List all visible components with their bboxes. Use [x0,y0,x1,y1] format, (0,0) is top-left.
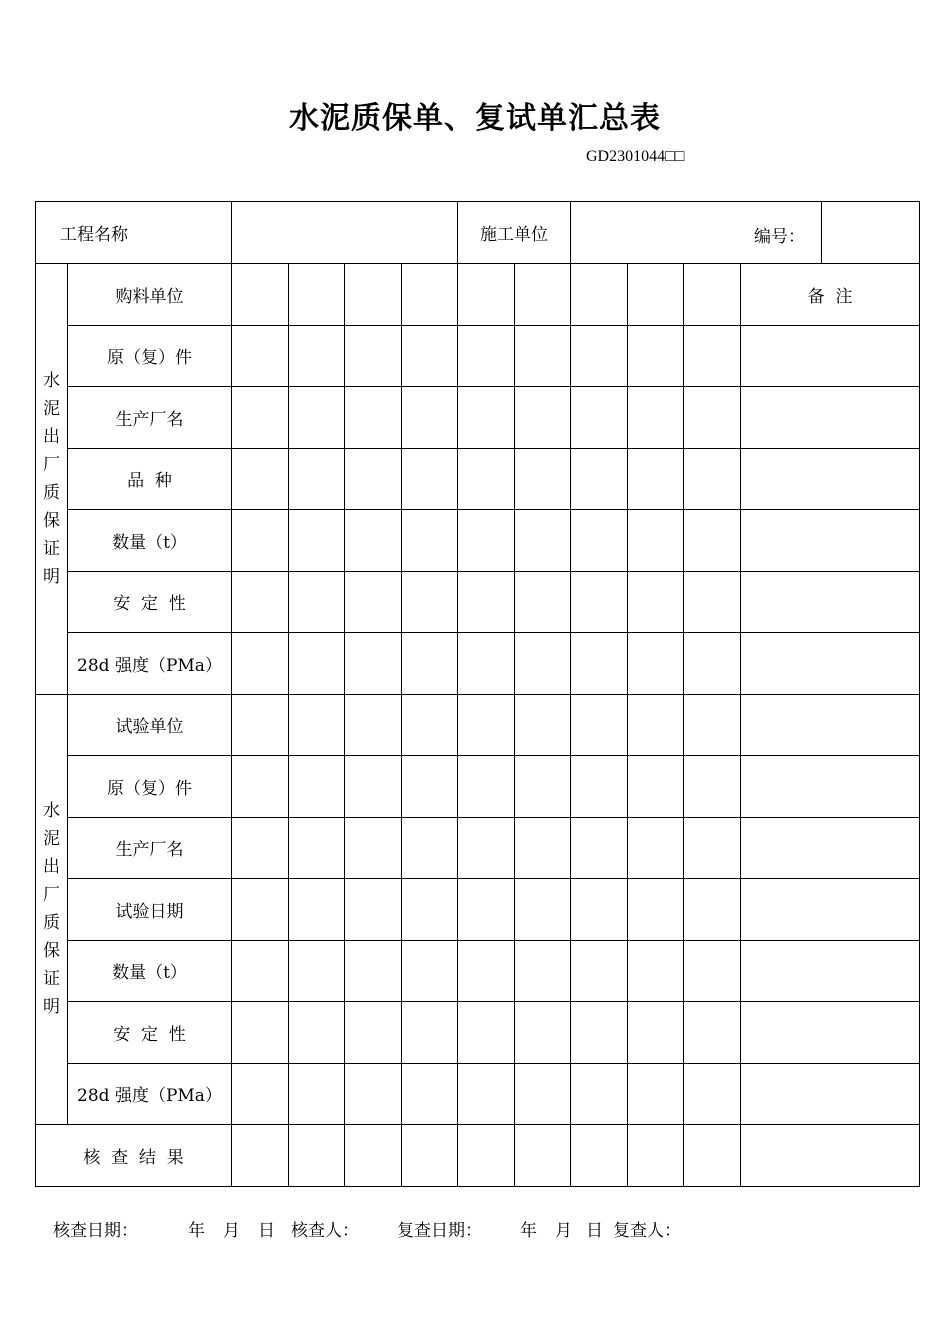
section1-value-cell[interactable] [628,325,684,387]
section1-value-cell[interactable] [628,387,684,449]
section2-value-cell[interactable] [571,940,628,1002]
section1-value-cell[interactable] [232,387,289,449]
remark-cell[interactable] [741,510,920,572]
section1-row [36,387,920,449]
section2-value-cell[interactable] [515,1063,571,1125]
data-grid [35,263,920,1187]
section1-value-cell[interactable] [684,448,741,510]
section1-value-cell[interactable] [402,448,458,510]
remark-cell[interactable] [741,940,920,1002]
section2-side-label [36,694,68,1125]
section2-value-cell[interactable] [289,879,345,941]
recheck-year-label: 年 [520,1221,537,1241]
remark-header: 备 注 [741,264,920,326]
section2-value-cell[interactable] [289,817,345,879]
recheck-month-label: 月 [555,1221,572,1241]
section2-value-cell[interactable] [571,756,628,818]
summary-table [35,201,920,264]
section1-value-cell[interactable] [402,510,458,572]
section2-value-cell[interactable] [232,1002,289,1064]
section2-value-cell[interactable] [684,940,741,1002]
section2-value-cell[interactable] [232,817,289,879]
section1-value-cell[interactable] [289,571,345,633]
result-value-cell[interactable] [571,1125,628,1187]
section1-row [36,325,920,387]
section1-value-cell[interactable] [345,510,402,572]
section1-value-cell[interactable] [289,510,345,572]
section1-row [36,633,920,695]
section2-value-cell[interactable] [289,940,345,1002]
section1-value-cell[interactable] [458,510,515,572]
section2-value-cell[interactable] [232,1063,289,1125]
section2-value-cell[interactable] [289,694,345,756]
section2-row-label: 试验日期 [68,879,232,941]
section2-value-cell[interactable] [402,940,458,1002]
checker-label: 核查人： [291,1221,359,1241]
footer-signatures [53,1216,681,1241]
section2-value-cell[interactable] [515,694,571,756]
section1-row-label: 品 种 [68,448,232,510]
section2-row-label: 28d 强度（PMa） [68,1063,232,1125]
remark-cell[interactable] [741,448,920,510]
result-value-cell[interactable] [684,1125,741,1187]
section1-value-cell[interactable] [458,387,515,449]
section1-value-cell[interactable] [345,448,402,510]
remark-cell[interactable] [741,1063,920,1125]
section1-value-cell[interactable] [571,448,628,510]
section2-value-cell[interactable] [289,756,345,818]
remark-cell[interactable] [741,633,920,695]
check-day-label: 日 [258,1221,275,1241]
section1-value-cell[interactable] [232,510,289,572]
section1-value-cell[interactable] [345,571,402,633]
section1-value-cell[interactable] [345,633,402,695]
remark-cell[interactable] [741,325,920,387]
section1-row [36,448,920,510]
section2-side-label-text: 水 泥 出 厂 质 保 证 明 [43,801,60,1018]
check-year-label: 年 [188,1221,205,1241]
section2-value-cell[interactable] [684,1002,741,1064]
section2-value-cell[interactable] [515,940,571,1002]
section1-value-cell[interactable] [684,264,741,326]
section2-value-cell[interactable] [345,1063,402,1125]
section1-value-cell[interactable] [402,387,458,449]
number-field-cell[interactable] [754,202,920,264]
section1-value-cell[interactable] [232,633,289,695]
section2-value-cell[interactable] [458,940,515,1002]
section2-value-cell[interactable] [345,756,402,818]
result-value-cell[interactable] [345,1125,402,1187]
section2-value-cell[interactable] [402,756,458,818]
section1-value-cell[interactable] [458,448,515,510]
section2-value-cell[interactable] [571,694,628,756]
section2-value-cell[interactable] [515,1002,571,1064]
section2-row-label: 生产厂名 [68,817,232,879]
result-row [36,1125,920,1187]
construction-unit-label: 施工单位 [458,202,571,264]
result-value-cell[interactable] [458,1125,515,1187]
section2-value-cell[interactable] [289,1002,345,1064]
section2-value-cell[interactable] [458,879,515,941]
section2-value-cell[interactable] [628,1002,684,1064]
section2-value-cell[interactable] [684,817,741,879]
section1-value-cell[interactable] [402,633,458,695]
section1-value-cell[interactable] [289,633,345,695]
section2-value-cell[interactable] [345,694,402,756]
header-row [36,202,920,264]
result-value-cell[interactable] [232,1125,289,1187]
section2-value-cell[interactable] [628,879,684,941]
project-name-label: 工程名称 [60,225,128,245]
section1-row [36,571,920,633]
section1-row-label: 安 定 性 [68,571,232,633]
result-value-cell[interactable] [402,1125,458,1187]
section2-row [36,1002,920,1064]
section1-value-cell[interactable] [345,264,402,326]
project-name-label-cell [36,202,232,264]
section1-value-cell[interactable] [684,325,741,387]
section2-value-cell[interactable] [458,817,515,879]
section1-row [36,510,920,572]
section2-row-label: 安 定 性 [68,1002,232,1064]
section2-value-cell[interactable] [232,940,289,1002]
recheck-day-label: 日 [586,1221,603,1241]
section2-row-label: 原（复）件 [68,756,232,818]
section2-value-cell[interactable] [684,1063,741,1125]
section1-value-cell[interactable] [289,264,345,326]
section1-value-cell[interactable] [684,633,741,695]
section2-value-cell[interactable] [515,817,571,879]
section1-value-cell[interactable] [515,264,571,326]
section1-value-cell[interactable] [571,264,628,326]
section1-value-cell[interactable] [571,633,628,695]
section1-value-cell[interactable] [571,325,628,387]
remark-cell[interactable] [741,1125,920,1187]
section1-value-cell[interactable] [684,571,741,633]
section2-value-cell[interactable] [571,1063,628,1125]
section1-value-cell[interactable] [232,571,289,633]
section1-row-label: 数量（t） [68,510,232,572]
section1-value-cell[interactable] [232,264,289,326]
section1-value-cell[interactable] [515,387,571,449]
section2-row [36,756,920,818]
section1-side-label-text: 水 泥 出 厂 质 保 证 明 [43,370,60,587]
section2-row [36,694,920,756]
section1-value-cell[interactable] [345,387,402,449]
project-name-field[interactable] [232,202,458,264]
section1-value-cell[interactable] [458,633,515,695]
section1-row-label: 购料单位 [68,264,232,326]
section2-value-cell[interactable] [684,756,741,818]
section2-value-cell[interactable] [402,694,458,756]
section1-value-cell[interactable] [628,633,684,695]
section2-value-cell[interactable] [402,1002,458,1064]
remark-cell[interactable] [741,817,920,879]
section1-value-cell[interactable] [628,264,684,326]
section1-value-cell[interactable] [458,571,515,633]
section1-value-cell[interactable] [515,510,571,572]
page-title: 水泥质保单、复试单汇总表 [289,101,661,136]
recheck-date-label: 复查日期： [397,1221,482,1241]
section1-value-cell[interactable] [402,264,458,326]
section1-value-cell[interactable] [515,571,571,633]
remark-cell[interactable] [741,756,920,818]
section2-value-cell[interactable] [345,1002,402,1064]
section1-value-cell[interactable] [232,325,289,387]
section2-row [36,879,920,941]
section2-value-cell[interactable] [345,940,402,1002]
section2-value-cell[interactable] [232,756,289,818]
section1-value-cell[interactable] [289,448,345,510]
section1-value-cell[interactable] [628,510,684,572]
section2-value-cell[interactable] [515,879,571,941]
section2-value-cell[interactable] [232,694,289,756]
section1-value-cell[interactable] [458,325,515,387]
section1-value-cell[interactable] [289,387,345,449]
section1-value-cell[interactable] [684,387,741,449]
section1-value-cell[interactable] [402,325,458,387]
rechecker-label: 复查人： [613,1221,681,1241]
check-date-label: 核查日期： [53,1221,138,1241]
section1-row-label: 原（复）件 [68,325,232,387]
section2-row [36,940,920,1002]
section2-value-cell[interactable] [458,1063,515,1125]
section2-value-cell[interactable] [515,756,571,818]
section2-value-cell[interactable] [684,694,741,756]
section1-value-cell[interactable] [571,571,628,633]
result-value-cell[interactable] [289,1125,345,1187]
section2-value-cell[interactable] [458,756,515,818]
section2-value-cell[interactable] [571,879,628,941]
section2-value-cell[interactable] [684,879,741,941]
section1-side-label [36,264,68,695]
section2-row-label: 数量（t） [68,940,232,1002]
section2-value-cell[interactable] [402,879,458,941]
section1-value-cell[interactable] [515,325,571,387]
section2-value-cell[interactable] [628,940,684,1002]
section1-value-cell[interactable] [232,448,289,510]
section2-value-cell[interactable] [571,1002,628,1064]
result-label: 核 查 结 果 [36,1125,232,1187]
result-value-cell[interactable] [515,1125,571,1187]
section2-value-cell[interactable] [458,694,515,756]
section2-value-cell[interactable] [628,694,684,756]
section2-value-cell[interactable] [628,817,684,879]
section1-value-cell[interactable] [402,571,458,633]
section2-value-cell[interactable] [402,817,458,879]
check-month-label: 月 [223,1221,240,1241]
remark-cell[interactable] [741,571,920,633]
section2-value-cell[interactable] [345,879,402,941]
section1-value-cell[interactable] [515,633,571,695]
section1-row-label: 28d 强度（PMa） [68,633,232,695]
section1-value-cell[interactable] [515,448,571,510]
section1-value-cell[interactable] [571,510,628,572]
section2-value-cell[interactable] [345,817,402,879]
section1-value-cell[interactable] [571,387,628,449]
remark-cell[interactable] [741,694,920,756]
section2-value-cell[interactable] [458,1002,515,1064]
section2-value-cell[interactable] [628,756,684,818]
section2-row [36,1063,920,1125]
section2-value-cell[interactable] [571,817,628,879]
section1-row-label: 生产厂名 [68,387,232,449]
remark-cell[interactable] [741,387,920,449]
section2-value-cell[interactable] [289,1063,345,1125]
section2-value-cell[interactable] [628,1063,684,1125]
remark-cell[interactable] [741,879,920,941]
section2-value-cell[interactable] [232,879,289,941]
section1-value-cell[interactable] [345,325,402,387]
number-label: 编号： [754,227,805,247]
section1-value-cell[interactable] [684,510,741,572]
section1-value-cell[interactable] [458,264,515,326]
document-code: GD2301044□□ [586,148,685,165]
section2-row [36,817,920,879]
section1-value-cell[interactable] [628,448,684,510]
section1-value-cell[interactable] [628,571,684,633]
section2-row-label: 试验单位 [68,694,232,756]
section1-row [36,264,920,326]
section1-value-cell[interactable] [289,325,345,387]
remark-cell[interactable] [741,1002,920,1064]
section2-value-cell[interactable] [402,1063,458,1125]
result-value-cell[interactable] [628,1125,684,1187]
